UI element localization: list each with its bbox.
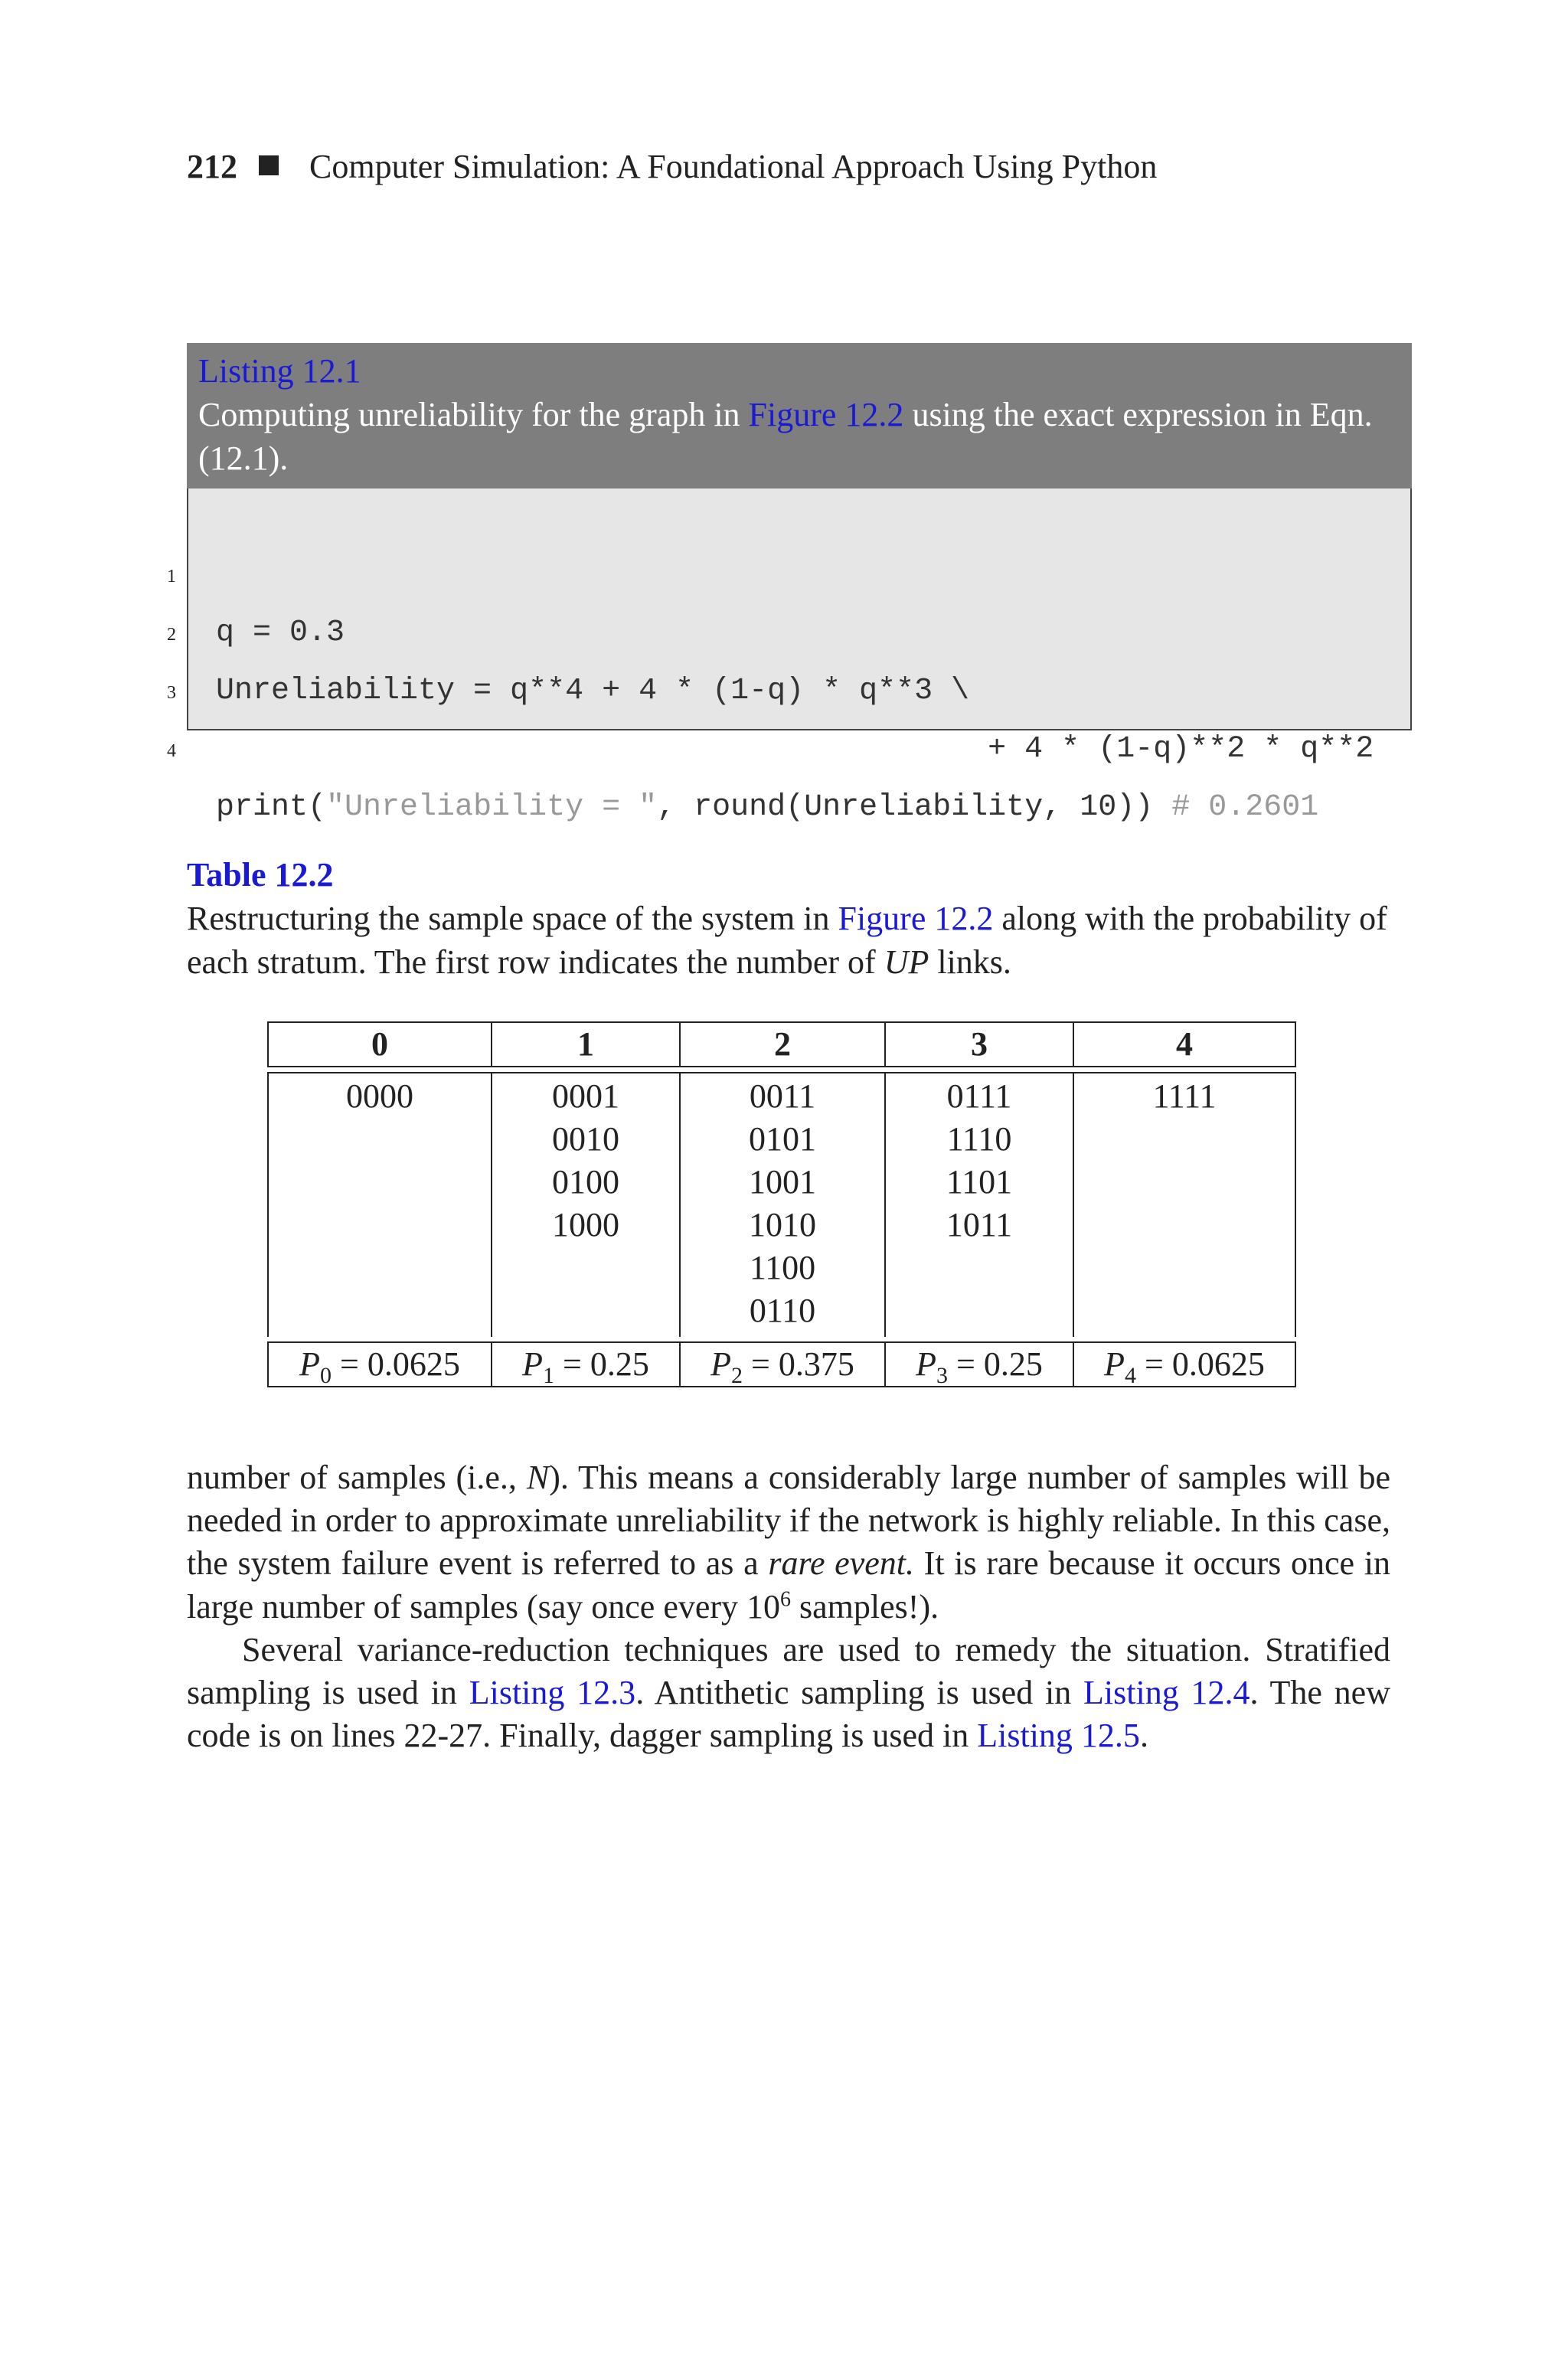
probability-cell	[492, 1343, 681, 1386]
table-cell: 1010	[749, 1206, 816, 1243]
probability-symbol: P	[1104, 1345, 1125, 1383]
book-title: Computer Simulation: A Foundational Approach Using Python	[309, 148, 1158, 185]
code-args: , round(Unreliability, 10))	[657, 790, 1172, 825]
probability-symbol: P	[916, 1345, 937, 1383]
probability-value: = 0.0625	[1136, 1345, 1265, 1383]
figure-link[interactable]: Figure 12.2	[748, 396, 904, 433]
math-symbol: N	[526, 1459, 550, 1496]
header-cell: 1	[492, 1023, 681, 1066]
probability-symbol: P	[299, 1345, 321, 1383]
table-cell: 0001	[552, 1077, 619, 1115]
code-block	[167, 489, 1412, 825]
code-line	[167, 492, 1413, 650]
table-header-row	[267, 1021, 1296, 1067]
table-column	[269, 1073, 492, 1337]
probability-subscript: 1	[543, 1362, 555, 1388]
header-cell: 0	[269, 1023, 492, 1066]
table-cell: 0110	[749, 1292, 816, 1329]
header-cell: 4	[1176, 1025, 1193, 1063]
line-number: 2	[167, 625, 176, 645]
text-run: . The new code is on lines 22-27. Finally, dagger sampling is used in	[187, 1674, 1390, 1755]
table-cell: 0000	[346, 1077, 413, 1115]
listing-caption-text: Computing unreliability for the graph in	[198, 396, 749, 433]
table-cell: 0100	[552, 1163, 619, 1201]
listing-link[interactable]: Listing 12.4	[1083, 1674, 1250, 1712]
text-run: . Antithetic sampling is used in	[635, 1674, 1084, 1712]
text-run: Several variance-reduction techniques are used to remedy the situation. Stratified sampling is used in	[187, 1630, 1390, 1712]
probability-value: = 0.25	[948, 1345, 1043, 1383]
table-cell: 0010	[552, 1120, 619, 1158]
table-column	[1074, 1073, 1295, 1337]
table-probability-row	[267, 1341, 1296, 1387]
listing-caption	[187, 343, 1412, 489]
text-run: ). This means a considerably large number of samples will be needed in order to approximate unreliability if the network is highly reliable. In this case, the system failure event is referred to as a	[187, 1459, 1391, 1583]
table-caption-text-end: links.	[929, 943, 1011, 981]
listing-link[interactable]: Listing 12.3	[469, 1674, 636, 1712]
code-text	[216, 779, 1318, 836]
paragraph	[187, 1456, 1390, 1629]
table-cell: 1100	[749, 1249, 816, 1286]
code-keyword: print(	[216, 790, 327, 825]
table-cell: 1101	[946, 1163, 1013, 1201]
probability-symbol: P	[522, 1345, 544, 1383]
code-text: Unreliability = q**4 + 4 * (1-q) * q**3 \	[216, 674, 970, 708]
table-cell: 1011	[946, 1206, 1013, 1243]
code-text: q = 0.3	[216, 616, 345, 650]
text-run: It is rare because it occurs once in large number of samples (say once every 10	[187, 1544, 1390, 1626]
listing-link[interactable]: Listing 12.5	[977, 1717, 1140, 1755]
table-caption-text: Restructuring the sample space of the system in	[187, 900, 838, 937]
probability-cell	[886, 1343, 1074, 1386]
table-cell: 1000	[552, 1206, 619, 1243]
body-text	[187, 1456, 1390, 1757]
probability-cell	[681, 1343, 886, 1386]
table-caption-italic: UP	[884, 943, 929, 981]
code-listing	[167, 343, 1412, 825]
listing-label-link[interactable]: Listing 12.1	[198, 352, 361, 390]
table-cell: 1111	[1152, 1077, 1217, 1115]
code-string: "Unreliability = "	[326, 790, 658, 825]
table-caption	[187, 853, 1412, 984]
header-cell: 3	[886, 1023, 1074, 1066]
table-title-link[interactable]: Table 12.2	[187, 856, 334, 894]
text-run: .	[1139, 1717, 1148, 1755]
probability-subscript: 3	[936, 1362, 949, 1388]
text-run: samples!).	[791, 1587, 939, 1626]
code-text: + 4 * (1-q)**2 * q**2	[216, 732, 1374, 766]
probability-subscript: 0	[320, 1362, 332, 1388]
strata-table	[267, 1021, 1296, 1387]
table-cell: 0111	[946, 1077, 1012, 1115]
running-header	[187, 144, 1412, 190]
probability-value: = 0.0625	[332, 1345, 460, 1383]
text-run: number of samples (i.e.,	[187, 1459, 527, 1496]
table-column	[492, 1073, 681, 1337]
line-number: 4	[167, 741, 176, 761]
page-number: 212	[187, 148, 237, 185]
table-column	[681, 1073, 886, 1337]
superscript: 6	[780, 1586, 792, 1611]
probability-value: = 0.25	[554, 1345, 649, 1383]
listing-caption-text-end: using the exact expression in Eqn. (12.1).	[198, 396, 1373, 477]
table-cell: 0101	[749, 1120, 816, 1158]
square-bullet-icon	[259, 155, 279, 175]
header-cell: 2	[681, 1023, 886, 1066]
table-column	[886, 1073, 1074, 1337]
probability-cell	[1074, 1343, 1295, 1386]
table-body-row	[267, 1072, 1296, 1337]
table-cell: 1001	[749, 1163, 816, 1201]
figure-link[interactable]: Figure 12.2	[838, 900, 994, 937]
table-caption-text-mid: along with the probability of each stratum. The first row indicates the number of	[187, 900, 1387, 981]
probability-symbol: P	[710, 1345, 732, 1383]
probability-subscript: 2	[731, 1362, 743, 1388]
table-cell: 0011	[749, 1077, 816, 1115]
probability-cell	[269, 1343, 492, 1386]
line-number: 1	[167, 567, 176, 587]
probability-value: = 0.375	[743, 1345, 854, 1383]
table-cell: 1110	[946, 1120, 1012, 1158]
paragraph	[187, 1629, 1390, 1758]
line-number: 3	[167, 683, 176, 703]
code-comment: # 0.2601	[1171, 790, 1319, 825]
probability-subscript: 4	[1125, 1362, 1137, 1388]
emphasis-text: rare event.	[768, 1544, 914, 1583]
